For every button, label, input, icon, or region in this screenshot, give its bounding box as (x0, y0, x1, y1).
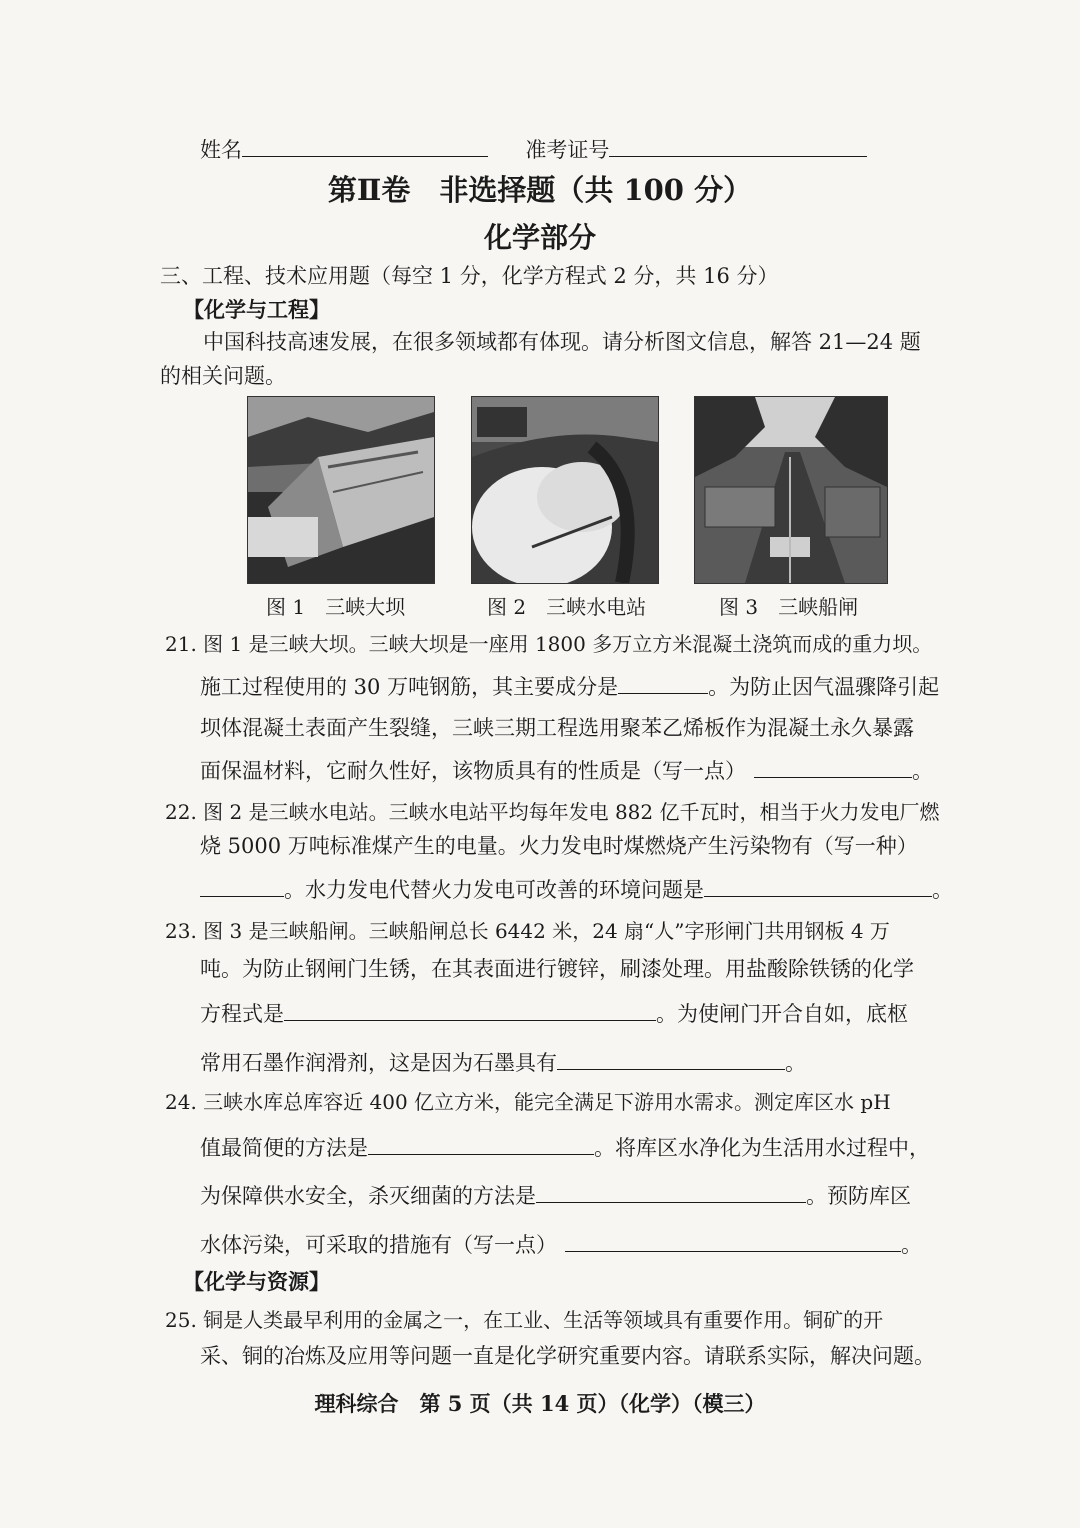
q21-line-3: 坝体混凝土表面产生裂缝，三峡三期工程选用聚苯乙烯板作为混凝土永久暴露 (200, 716, 914, 740)
q21-line-2 (200, 673, 939, 701)
q22-answer-blank-2[interactable] (704, 876, 932, 897)
q23-line-1: 23. 图 3 是三峡船闸。三峡船闸总长 6442 米，24 扇“人”字形闸门共用钢板 4 万 (165, 919, 890, 943)
figure-1-caption: 图 1 三峡大坝 (266, 595, 406, 619)
intro-line-1: 中国科技高速发展，在很多领域都有体现。请分析图文信息，解答 21—24 题 (203, 330, 921, 354)
exam-id-blank[interactable] (609, 136, 867, 157)
q24-text: 。 (901, 1233, 922, 1257)
q21-text: 。为防止因气温骤降引起 (708, 675, 940, 699)
q24-text: 。预防库区 (806, 1184, 911, 1208)
q21-text: 。 (912, 759, 933, 783)
q24-answer-blank-2[interactable] (536, 1182, 806, 1203)
q24-text: 为保障供水安全，杀灭细菌的方法是 (200, 1184, 536, 1208)
q24-text: 水体污染，可采取的措施有（写一点） (200, 1233, 557, 1257)
name-blank[interactable] (242, 136, 488, 157)
q22-line-2: 烧 5000 万吨标准煤产生的电量。火力发电时煤燃烧产生污染物有（写一种） (200, 834, 918, 858)
intro-line-2: 的相关问题。 (160, 364, 286, 388)
q23-text: 常用石墨作润滑剂，这是因为石墨具有 (200, 1051, 557, 1075)
q23-line-2: 吨。为防止钢闸门生锈，在其表面进行镀锌，刷漆处理。用盐酸除铁锈的化学 (200, 957, 914, 981)
q24-line-3 (200, 1182, 911, 1210)
figure-3-caption: 图 3 三峡船闸 (719, 595, 859, 619)
q23-text: 。为使闸门开合自如，底枢 (656, 1002, 908, 1026)
section-heading: 三、工程、技术应用题（每空 1 分，化学方程式 2 分，共 16 分） (160, 264, 779, 288)
student-info-row (200, 136, 867, 164)
q25-line-2: 采、铜的冶炼及应用等问题一直是化学研究重要内容。请联系实际，解决问题。 (200, 1344, 935, 1368)
q23-line-4 (200, 1049, 806, 1077)
q23-text: 方程式是 (200, 1002, 284, 1026)
q21-text: 施工过程使用的 30 万吨钢筋，其主要成分是 (200, 675, 619, 699)
q21-answer-blank-2[interactable] (754, 757, 912, 778)
q24-line-2 (200, 1134, 930, 1162)
figure-2-caption: 图 2 三峡水电站 (487, 595, 647, 619)
q22-answer-blank-1[interactable] (200, 876, 284, 897)
q24-answer-blank-3[interactable] (565, 1231, 901, 1252)
q21-answer-blank-1[interactable] (618, 673, 708, 694)
name-label: 姓名 (200, 138, 242, 162)
q21-line-1: 21. 图 1 是三峡大坝。三峡大坝是一座用 1800 多万立方米混凝土浇筑而成的重力坝。 (165, 632, 933, 656)
q23-line-3 (200, 1000, 908, 1028)
q21-line-4 (200, 757, 933, 785)
q22-text: 。水力发电代替火力发电可改善的环境问题是 (284, 878, 704, 902)
exam-id-label: 准考证号 (525, 138, 610, 162)
q23-answer-blank-2[interactable] (557, 1049, 785, 1070)
figure-3-shiplock-photo (694, 396, 888, 584)
q25-line-1: 25. 铜是人类最早利用的金属之一，在工业、生活等领域具有重要作用。铜矿的开 (165, 1308, 884, 1332)
figure-2-spillway-photo (471, 396, 659, 584)
q24-line-1: 24. 三峡水库总库容近 400 亿立方米，能完全满足下游用水需求。测定库区水 pH (165, 1090, 891, 1114)
q23-text: 。 (785, 1051, 806, 1075)
q24-text: 。将库区水净化为生活用水过程中， (594, 1136, 930, 1160)
subheading-chem-engineering: 【化学与工程】 (183, 297, 330, 322)
q22-line-3 (200, 876, 953, 904)
figure-1-dam-photo (247, 396, 435, 584)
q24-line-4 (200, 1231, 922, 1259)
q22-text: 。 (932, 878, 953, 902)
page-footer: 理科综合 第 5 页（共 14 页）（化学）（模三） (314, 1391, 766, 1416)
part-title: 化学部分 (483, 221, 596, 254)
q21-text: 面保温材料，它耐久性好，该物质具有的性质是（写一点） (200, 759, 746, 783)
q24-answer-blank-1[interactable] (368, 1134, 594, 1155)
q24-text: 值最简便的方法是 (200, 1136, 368, 1160)
subheading-chem-resources: 【化学与资源】 (183, 1269, 330, 1294)
q22-line-1: 22. 图 2 是三峡水电站。三峡水电站平均每年发电 882 亿千瓦时，相当于火力发电厂燃 (165, 800, 940, 824)
volume-title: 第Ⅱ卷 非选择题（共 100 分） (327, 173, 753, 207)
q23-answer-blank-1[interactable] (284, 1000, 656, 1021)
